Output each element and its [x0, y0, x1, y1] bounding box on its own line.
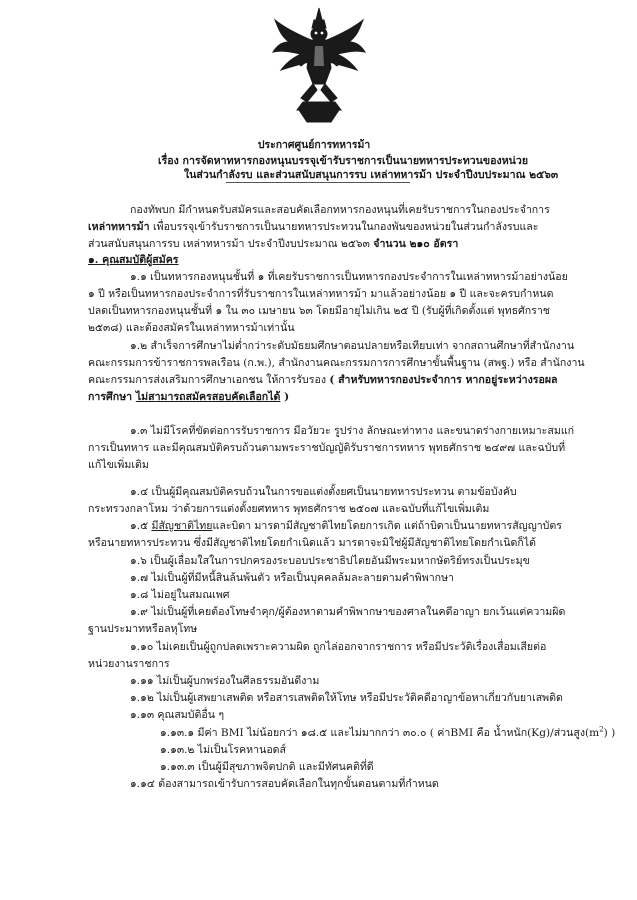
intro-branch: เหล่าทหารม้า [88, 221, 150, 233]
item-1-3-line-1: ๑.๓ ไม่มีโรคที่ขัดต่อการรับราชการ มีอวัยวะ รูปร่าง ลักษณะท่าทาง และขนาดร่างกายเหมาะสมแก่ [130, 425, 575, 437]
item-1-10-line-1: ๑.๑๐ ไม่เคยเป็นผู้ถูกปลดเพราะความผิด ถูกไล่ออกจากราชการ หรือมีประวัติเรื่องเสื่อมเสียต่อ [130, 641, 547, 653]
item-1-4-line-2: กระทรวงกลาโหม ว่าด้วยการแต่งตั้งยศทหาร พุทธศักราช ๒๕๐๗ และฉบับที่แก้ไขเพิ่มเติม [88, 503, 490, 515]
section-1-heading: ๑. คุณสมบัติผู้สมัคร [88, 254, 179, 266]
subject-line-2: ในส่วนกำลังรบ และส่วนสนับสนุนการรบ เหล่าทหารม้า ประจำปีงบประมาณ ๒๕๖๓ [184, 169, 559, 181]
item-1-13-1-text: ๑.๑๓.๑ มีค่า BMI ไม่น้อยกว่า ๑๘.๕ และไม่มากกว่า ๓๐.๐ ( ค่าBMI คือ น้ำหนัก(Kg)/ส่วนสูง(m [160, 727, 600, 739]
item-1-5-rest: และบิดา มารดามีสัญชาติไทยโดยการเกิด แต่ถ้าบิดาเป็นนายทหารสัญญาบัตร [212, 520, 562, 532]
item-1-14: ๑.๑๔ ต้องสามารถเข้ารับการสอบคัดเลือกในทุกขั้นตอนตามที่กำหนด [130, 778, 439, 790]
item-1-5-number: ๑.๕ [130, 520, 152, 532]
intro-line-3 [88, 237, 458, 251]
item-1-7: ๑.๗ ไม่เป็นผู้ที่มีหนี้สินล้นพ้นตัว หรือเป็นบุคคลล้มละลายตามคำพิพากษา [130, 572, 455, 584]
subject-line-1: เรื่อง การจัดหาทหารกองหนุนบรรจุเข้ารับราชการเป็นนายทหารประทวนของหน่วย [158, 155, 529, 167]
item-1-5-nationality: มีสัญชาติไทย [151, 520, 213, 532]
item-1-2-note-warning: ไม่สามารถสมัครสอบคัดเลือกได้ [135, 391, 281, 403]
item-1-1-line-1: ๑.๑ เป็นทหารกองหนุนชั้นที่ ๑ ที่เคยรับราชการเป็นทหารกองประจำการในเหล่าทหารม้าอย่างน้อย [130, 271, 568, 283]
announcement-title: ประกาศศูนย์การทหารม้า [257, 139, 371, 151]
item-1-5-line-1 [130, 519, 562, 533]
item-1-13: ๑.๑๓ คุณสมบัติอื่น ๆ [130, 709, 225, 721]
item-1-1-line-4: ๒๕๓๘) และต้องสมัครในเหล่าทหารม้าเท่านั้น [88, 322, 295, 334]
intro-line-3-text: ส่วนสนับสนุนการรบ เหล่าทหารม้า ประจำปีงบประมาณ ๒๕๖๓ [88, 238, 374, 250]
item-1-13-2: ๑.๑๓.๒ ไม่เป็นโรคหานอดส์ [160, 744, 287, 756]
item-1-2-note-word: การศึกษา [88, 391, 133, 403]
item-1-2-line-4 [88, 390, 289, 404]
item-1-3-line-2: การเป็นทหาร และมีคุณสมบัติครบถ้วนตามพระราชบัญญัติรับราชการทหาร พุทธศักราช ๒๔๙๗ และฉบับที่ [88, 442, 566, 454]
intro-line-2-rest: เพื่อบรรจุเข้ารับราชการเป็นนายทหารประทวนในกองพันของหน่วยในส่วนกำลังรบและ [149, 221, 539, 233]
item-1-5-line-2: หรือนายทหารประทวน ซึ่งมีสัญชาติไทยโดยกำเนิดแล้ว มารดาจะมิใช่ผู้มีสัญชาติไทยโดยกำเนิดก็ได้ [88, 537, 536, 549]
item-1-4-line-1: ๑.๔ เป็นผู้มีคุณสมบัติครบถ้วนในการขอแต่งตั้งยศเป็นนายทหารประทวน ตามข้อบังคับ [130, 486, 517, 498]
item-1-9-line-2: ฐานประมาทหรือลหุโทษ [88, 623, 198, 635]
item-1-9-line-1: ๑.๙ ไม่เป็นผู้ที่เคยต้องโทษจำคุก/ผู้ต้องหาตามคำพิพากษาของศาลในคดีอาญา ยกเว้นแต่ความผิด [130, 606, 566, 618]
item-1-13-1 [160, 726, 615, 740]
item-1-13-3: ๑.๑๓.๓ เป็นผู้มีสุขภาพจิตปกติ และมีทัศนคติที่ดี [160, 761, 374, 773]
item-1-2-line-3-text: คณะกรรมการส่งเสริมการศึกษาเอกชน ให้การรับรอง [88, 374, 330, 386]
item-1-2-line-1: ๑.๒ สำเร็จการศึกษาไม่ต่ำกว่าระดับมัธยมศึกษาตอนปลายหรือเทียบเท่า จากสถานศึกษาที่สำนักงาน [130, 340, 575, 352]
item-1-2-note-start: ( สำหรับทหารกองประจำการ หากอยู่ระหว่างรอผล [329, 374, 558, 386]
item-1-2-line-3 [88, 373, 558, 387]
item-1-3-line-3: แก้ไขเพิ่มเติม [88, 459, 149, 471]
intro-quota: จำนวน ๒๑๐ อัตรา [373, 238, 459, 250]
item-1-2-line-2: คณะกรรมการข้าราชการพลเรือน (ก.พ.), สำนักงานคณะกรรมการการศึกษาขั้นพื้นฐาน (สพฐ.) หรือ สำนักงาน [88, 357, 585, 369]
item-1-10-line-2: หน่วยงานราชการ [88, 658, 170, 670]
item-1-2-note-end: ) [280, 391, 290, 403]
item-1-8: ๑.๘ ไม่อยู่ในสมณเพศ [130, 589, 230, 601]
item-1-12: ๑.๑๒ ไม่เป็นผู้เสพยาเสพติด หรือสารเสพติดให้โทษ หรือมีประวัติคดีอาญาข้อหาเกี่ยวกับยาเสพติด [130, 692, 563, 704]
title-divider [226, 182, 410, 183]
item-1-6: ๑.๖ เป็นผู้เลื่อมใสในการปกครองระบอบประชาธิปไตยอันมีพระมหากษัตริย์ทรงเป็นประมุข [130, 555, 530, 567]
item-1-1-line-2: ๑ ปี หรือเป็นทหารกองประจำการที่รับราชการในเหล่าทหารม้า มาแล้วอย่างน้อย ๑ ปี และจะครบกำหนด [88, 288, 554, 300]
intro-line-2 [88, 220, 539, 234]
garuda-emblem-icon [271, 6, 367, 124]
item-1-13-1-superscript: 2 [599, 725, 604, 734]
intro-line-1: กองทัพบก มีกำหนดรับสมัครและสอบคัดเลือกทหารกองหนุนที่เคยรับราชการในกองประจำการ [130, 204, 550, 216]
item-1-1-line-3: ปลดเป็นทหารกองหนุนชั้นที่ ๑ ใน ๓๐ เมษายน ๖๓ โดยมีอายุไม่เกิน ๒๕ ปี (รับผู้ที่เกิดตั้งแต่ พุทธศักราช [88, 305, 550, 317]
item-1-11: ๑.๑๑ ไม่เป็นผู้บกพร่องในศีลธรรมอันดีงาม [130, 675, 320, 687]
item-1-13-1-close: ) ) [603, 727, 616, 739]
